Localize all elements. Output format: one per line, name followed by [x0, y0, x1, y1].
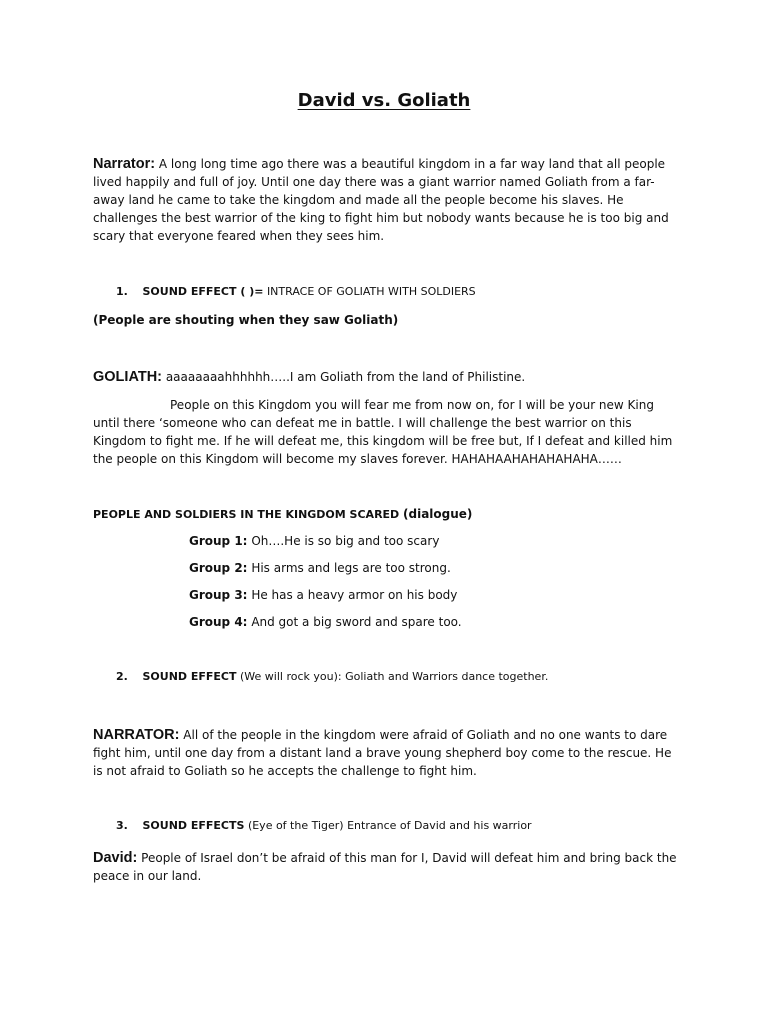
sound-effect-number: 2. — [116, 670, 128, 683]
group-text: And got a big sword and spare too. — [251, 615, 462, 629]
narrator-speaker: NARRATOR: — [93, 727, 180, 743]
group-line — [189, 587, 457, 603]
sound-effect-number: 1. — [116, 285, 128, 298]
sound-effect-label: SOUND EFFECT ( )= — [142, 285, 264, 298]
narrator-text: A long long time ago there was a beautiful kingdom in a far way land that all people lived happily and full of joy. Until one day there was a giant warrior named Goliath from a far-away land he came to take the kingdom and made all the people become his slaves. He challenges the best warrior of the king to fight him but nobody wants because he is too big and scary that everyone feared when they sees him. — [93, 157, 669, 243]
scared-heading-suffix: (dialogue) — [403, 507, 473, 521]
sound-effect-label: SOUND EFFECTS — [142, 819, 245, 832]
david-text: People of Israel don’t be afraid of this man for I, David will defeat him and bring back the peace in our land. — [93, 851, 677, 883]
document-title: David vs. Goliath — [297, 90, 471, 111]
group-line — [189, 614, 462, 630]
narrator-text: All of the people in the kingdom were afraid of Goliath and no one wants to dare fight him, until one day from a distant land a brave young shepherd boy come to the rescue. He is not afraid to Goliath so he accepts the challenge to fight him. — [93, 728, 672, 778]
goliath-intro — [93, 368, 683, 386]
sound-effect-3 — [116, 818, 532, 834]
david-speaker: David: — [93, 850, 138, 866]
group-line — [189, 560, 451, 576]
group-label: Group 1: — [189, 534, 248, 548]
sound-effect-1 — [116, 284, 476, 300]
sound-effect-text: INTRACE OF GOLIATH WITH SOLDIERS — [266, 285, 476, 298]
narrator-speaker: Narrator: — [93, 156, 156, 172]
scared-heading — [93, 505, 683, 524]
david-paragraph — [93, 849, 683, 885]
group-label: Group 3: — [189, 588, 248, 602]
goliath-speech: People on this Kingdom you will fear me from now on, for I will be your new King until there ‘someone who can defeat me in battle. I will challenge the best warrior on this Kingdom to fight me. If he will defeat me, this kingdom will be free but, If I defeat and killed him the people on this Kingdom will become my slaves forever. HAHAHAAHAHAHAHAHA…… — [93, 398, 673, 466]
people-shouting-note: (People are shouting when they saw Goliath) — [93, 313, 399, 327]
sound-effect-2 — [116, 669, 548, 685]
sound-effect-text: (We will rock you): Goliath and Warriors dance together. — [240, 670, 549, 683]
goliath-speaker: GOLIATH: — [93, 369, 162, 385]
scared-heading-text: PEOPLE AND SOLDIERS IN THE KINGDOM SCARED — [93, 508, 400, 521]
group-label: Group 2: — [189, 561, 248, 575]
group-text: He has a heavy armor on his body — [251, 588, 458, 602]
goliath-line-1: aaaaaaaahhhhhh…..I am Goliath from the land of Philistine. — [165, 370, 526, 384]
sound-effect-text: (Eye of the Tiger) Entrance of David and his warrior — [247, 819, 532, 832]
sound-effect-label: SOUND EFFECT — [142, 670, 237, 683]
group-text: His arms and legs are too strong. — [251, 561, 451, 575]
narrator-paragraph-2 — [93, 726, 683, 780]
narrator-paragraph — [93, 155, 683, 245]
sound-effect-number: 3. — [116, 819, 128, 832]
group-label: Group 4: — [189, 615, 248, 629]
group-line — [189, 533, 439, 549]
group-text: Oh….He is so big and too scary — [251, 534, 440, 548]
